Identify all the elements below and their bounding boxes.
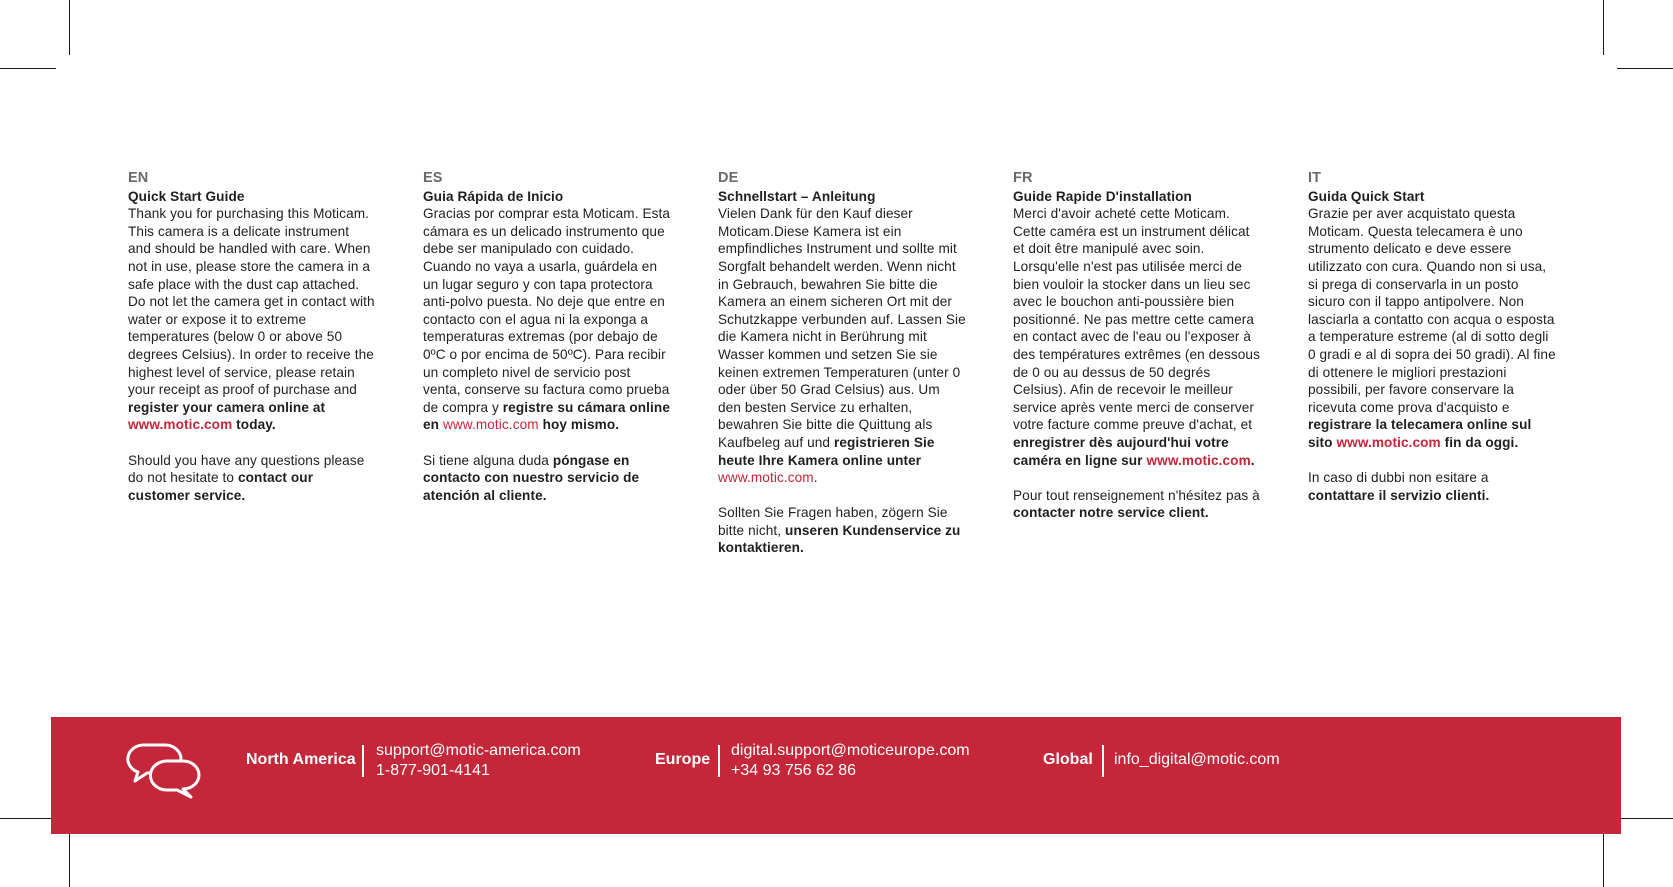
body-paragraph	[1013, 487, 1261, 522]
column-heading: Guide Rapide D'installation	[1013, 188, 1192, 204]
column-heading: Guida Quick Start	[1308, 188, 1425, 204]
crop-mark	[1603, 0, 1604, 55]
website-link[interactable]: www.motic.com	[442, 417, 539, 433]
separator	[718, 745, 720, 777]
body-text: Gracias por comprar esta Moticam. Esta cámara es un delicado instrumento que debe ser manipulado con cuidado. Cuando no vaya a usarla, guárdela en un lugar seguro y con tapa protectora anti-polvo puesta. No deje que entre en contacto con el agua ni la exponga a temperaturas extremas (por debajo de 0ºC o por encima de 50ºC). Para recibir un completo nivel de servicio post venta, conserve su factura como prueba de compra y	[423, 206, 671, 415]
bold-text: registrare la telecamera online sul sito	[1308, 417, 1532, 450]
separator	[1102, 745, 1104, 777]
bold-text: contact our customer service.	[128, 470, 314, 503]
column-fr	[1013, 170, 1261, 522]
body-paragraph	[423, 452, 671, 505]
contact-email[interactable]: digital.support@moticeurope.com	[731, 742, 970, 759]
region-label-europe: Europe	[655, 751, 711, 768]
contact-email[interactable]: info_digital@motic.com	[1114, 751, 1280, 768]
bold-text: register your camera online at	[128, 399, 326, 415]
body-paragraph	[718, 504, 966, 557]
column-it	[1308, 170, 1556, 504]
body-paragraph	[128, 205, 376, 434]
contact-europe	[731, 741, 970, 781]
chat-bubbles-icon	[123, 739, 205, 799]
crop-mark	[1617, 818, 1673, 819]
bold-text: contacter notre service client.	[1013, 505, 1209, 521]
language-code: EN	[128, 170, 149, 186]
website-link[interactable]: www.motic.com	[1146, 452, 1251, 468]
body-text: In caso di dubbi non esitare a	[1308, 470, 1489, 486]
region-label-north-america: North America	[246, 751, 356, 768]
contact-north-america	[376, 741, 581, 781]
body-text: Sollten Sie Fragen haben, zögern Sie bitte nicht,	[718, 505, 948, 538]
crop-mark	[69, 832, 70, 887]
bold-text: fin da oggi.	[1440, 434, 1519, 450]
body-text: Vielen Dank für den Kauf dieser Moticam.Diese Kamera ist ein empfindliches Instrument und sollte mit Sorgfalt behandelt werden. Wenn nicht in Gebrauch, bewahren Sie bitte die Kamera an einem sicheren Ort mit der Schutzkappe verbunden auf. Lassen Sie die Kamera nicht in Berührung mit Wasser kommen und setzen Sie sie keinen extremen Temperaturen (unter 0 oder über 50 Grad Celsius) aus. Um den besten Service zu erhalten, bewahren Sie bitte die Quittung als Kaufbeleg auf und	[718, 206, 966, 450]
bold-text: today.	[232, 417, 276, 433]
column-heading: Guia Rápida de Inicio	[423, 188, 564, 204]
language-code: IT	[1308, 170, 1322, 186]
website-link[interactable]: www.motic.com	[1336, 434, 1441, 450]
body-text: Should you have any questions please do not hesitate to	[128, 452, 365, 486]
body-text: Merci d'avoir acheté cette Moticam. Cette caméra est un instrument délicat et doit être manipulé avec soin. Lorsqu'elle n'est pas utilisée merci de bien vouloir la stocker dans un lieu sec avec le bouchon anti-poussière bien positionné. Ne pas mettre cette camera en contact avec de l'eau ou l'exposer à des températures extrêmes (en dessous de 0 ou au dessus de 50 degrés Celsius). Afin de recevoir le meilleur service après vente merci de conserver votre facture comme preuve d'achat, et	[1013, 206, 1260, 433]
crop-mark	[69, 0, 70, 55]
contact-email[interactable]: support@motic-america.com	[376, 742, 581, 759]
bold-text: registrieren Sie heute Ihre Kamera online unter	[718, 434, 935, 468]
body-text: Pour tout renseignement n'hésitez pas à	[1013, 487, 1260, 503]
body-paragraph	[423, 205, 671, 434]
contact-band	[51, 717, 1621, 834]
crop-mark	[0, 68, 56, 69]
column-heading: Quick Start Guide	[128, 188, 245, 204]
bold-text: enregistrer dès aujourd'hui votre caméra en ligne sur	[1013, 434, 1229, 468]
body-paragraph	[718, 205, 966, 487]
language-code: ES	[423, 170, 443, 186]
body-paragraph	[1013, 205, 1261, 469]
body-text: .	[813, 470, 818, 486]
bold-text: contattare il servizio clienti.	[1308, 487, 1490, 503]
column-de	[718, 170, 966, 557]
body-paragraph	[128, 452, 376, 505]
body-paragraph	[1308, 469, 1556, 504]
bold-text: hoy mismo.	[538, 417, 620, 433]
body-text: Thank you for purchasing this Moticam. This camera is a delicate instrument and should be handled with care. When not in use, please store the camera in a safe place with the dust cap attached. Do not let the camera get in contact with water or expose it to extreme temperatures (below 0 or above 50 degrees Celsius). In order to receive the highest level of service, please retain your receipt as proof of purchase and	[128, 206, 375, 398]
contact-global	[1114, 750, 1280, 770]
body-text: Si tiene alguna duda	[423, 452, 553, 468]
bold-text: registre su cámara online en	[423, 399, 670, 433]
column-en	[128, 170, 376, 504]
region-label-global: Global	[1043, 751, 1093, 768]
crop-mark	[1617, 68, 1673, 69]
separator	[362, 745, 364, 777]
bold-text: .	[1250, 452, 1255, 468]
website-link[interactable]: www.motic.com	[718, 470, 814, 486]
language-code: DE	[718, 170, 739, 186]
bold-text: unseren Kundenservice zu kontaktieren.	[718, 522, 961, 556]
language-code: FR	[1013, 170, 1033, 186]
body-text: Grazie per aver acquistato questa Moticam. Questa telecamera è uno strumento delicato e deve essere utilizzato con cura. Quando non si usa, si prega di conservarla in un posto sicuro con il tappo antipolvere. Non lasciarla a contatto con acqua o esposta a temperature estreme (al di sotto degli 0 gradi e al di sopra dei 50 gradi). Al fine di ottenere le migliori prestazioni possibili, per favore conservare la ricevuta come prova d'acquisto e	[1308, 206, 1556, 415]
body-paragraph	[1308, 205, 1556, 451]
column-es	[423, 170, 671, 504]
contact-phone[interactable]: 1-877-901-4141	[376, 762, 490, 779]
column-heading: Schnellstart – Anleitung	[718, 188, 876, 204]
contact-phone[interactable]: +34 93 756 62 86	[731, 762, 857, 779]
bold-text: póngase en contacto con nuestro servicio de atención al cliente.	[423, 452, 640, 503]
crop-mark	[1603, 832, 1604, 887]
crop-mark	[0, 818, 56, 819]
website-link[interactable]: www.motic.com	[128, 417, 233, 433]
